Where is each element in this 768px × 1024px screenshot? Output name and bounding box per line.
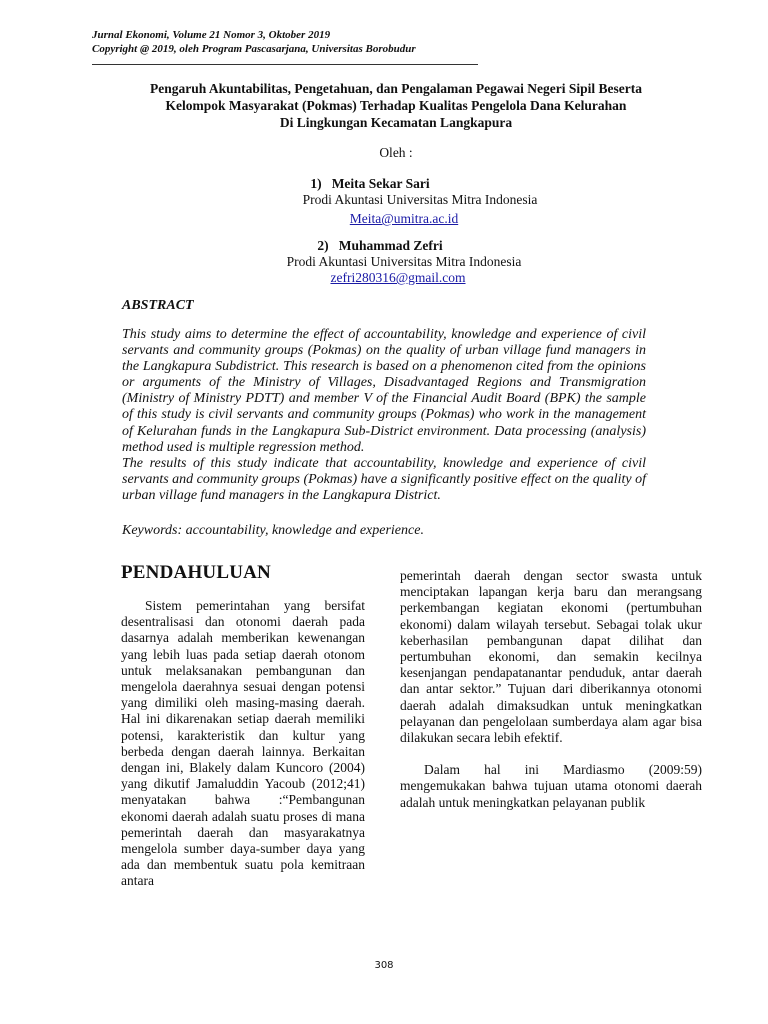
left-column [121,598,365,890]
author-2-name: Muhammad Zefri [338,238,443,253]
author-1-number: 1) [310,176,322,191]
author-2 [92,238,700,286]
title-line1: Pengaruh Akuntabilitas, Pengetahuan, dan Pengalaman Pegawai Negeri Sipil Beserta [149,81,643,96]
right-column [400,568,702,811]
author-2-email[interactable]: zefri280316@gmail.com [330,270,466,285]
right-paragraph-2: Dalam hal ini Mardiasmo (2009:59) mengemukakan bahwa tujuan utama otonomi daerah adalah untuk meningkatkan pelayanan publik [400,762,702,810]
author-1-affiliation: Prodi Akuntasi Universitas Mitra Indonesia [302,192,538,207]
keywords: Keywords: accountability, knowledge and experience. [122,523,424,538]
title-line2: Kelompok Masyarakat (Pokmas) Terhadap Kualitas Pengelola Dana Kelurahan [165,98,627,113]
abstract-body [122,327,646,504]
title-line3: Di Lingkungan Kecamatan Langkapura [279,115,513,130]
paper-title [92,80,700,131]
section-title: PENDAHULUAN [121,562,271,583]
author-2-number: 2) [317,238,329,253]
author-1-name-row [66,176,674,192]
author-1-email[interactable]: Meita@umitra.ac.id [349,211,459,226]
abstract-paragraph-1: This study aims to determine the effect of accountability, knowledge and experience of civil servants and community groups (Pokmas) on the quality of urban village fund managers in the Langkapura Subdistrict. This research is based on a phenomenon cited from the opinions or arguments of the Ministry of Villages, Disadvantaged Regions and Transmigration (Ministry of Ministry PDTT) and member V of the Financial Audit Board (BPK) the sample of this study is civil servants and community groups (Pokmas) who work in the management of Kelurahan funds in the Langkapura Sub-District environment. Data processing (analysis) method used is multiple regression method. [122,327,646,455]
journal-header [92,28,532,56]
page-number: 308 [374,960,394,971]
journal-header-line2: Copyright @ 2019, oleh Program Pascasarjana, Universitas Borobudur [92,43,416,55]
right-paragraph-1: pemerintah daerah dengan sector swasta untuk menciptakan lapangan kerja baru dan merangsang perkembangan kegiatan ekonomi (pertumbuhan ekonomi) dalam wilayah tersebut. Sebagai tolak ukur keberhasilan pembangunan dapat dilihat dan pertumbuhan ekonomi, dan semakin kecilnya kesenjangan pendapatanantar penduduk, antar daerah dan antar sektor.” Tujuan dari diberikannya otonomi daerah adalah dimaksudkan untuk meningkatkan pelayanan dan pengelolaan sumberdaya alam agar bisa dilakukan secara lebih efektif. [400,568,702,746]
journal-header-line1: Jurnal Ekonomi, Volume 21 Nomor 3, Oktober 2019 [92,29,331,41]
author-2-affiliation: Prodi Akuntasi Universitas Mitra Indonesia [286,254,522,269]
author-2-name-row [76,238,684,254]
oleh-label: Oleh : [379,145,413,160]
abstract-paragraph-2: The results of this study indicate that accountability, knowledge and experience of civil servants and community groups (Pokmas) have a significantly positive effect on the quality of urban village fund managers in the Langkapura District. [122,455,646,503]
left-paragraph: Sistem pemerintahan yang bersifat desentralisasi dan otonomi daerah pada dasarnya adalah memberikan kewenangan yang lebih luas pada setiap daerah otonom untuk melaksanakan pembangunan dan mengelola daerahnya sesuai dengan potensi yang dimiliki oleh masing-masing daerah. Hal ini dikarenakan setiap daerah memiliki potensi, karakteristik dan kultur yang berbeda dengan daerah lainnya. Berkaitan dengan ini, Blakely dalam Kuncoro (2004) yang dikutif Jamaluddin Yacoub (2012;41) menyatakan bahwa :“Pembangunan ekonomi daerah adalah suatu proses di mana pemerintah daerah dan masyarakatnya mengelola sumber daya-sumber daya yang ada dan membentuk suatu pola kemitraan antara [121,598,365,889]
abstract-heading: ABSTRACT [122,298,194,313]
author-1 [92,176,700,227]
header-divider [92,64,478,65]
author-1-name: Meita Sekar Sari [331,176,430,191]
